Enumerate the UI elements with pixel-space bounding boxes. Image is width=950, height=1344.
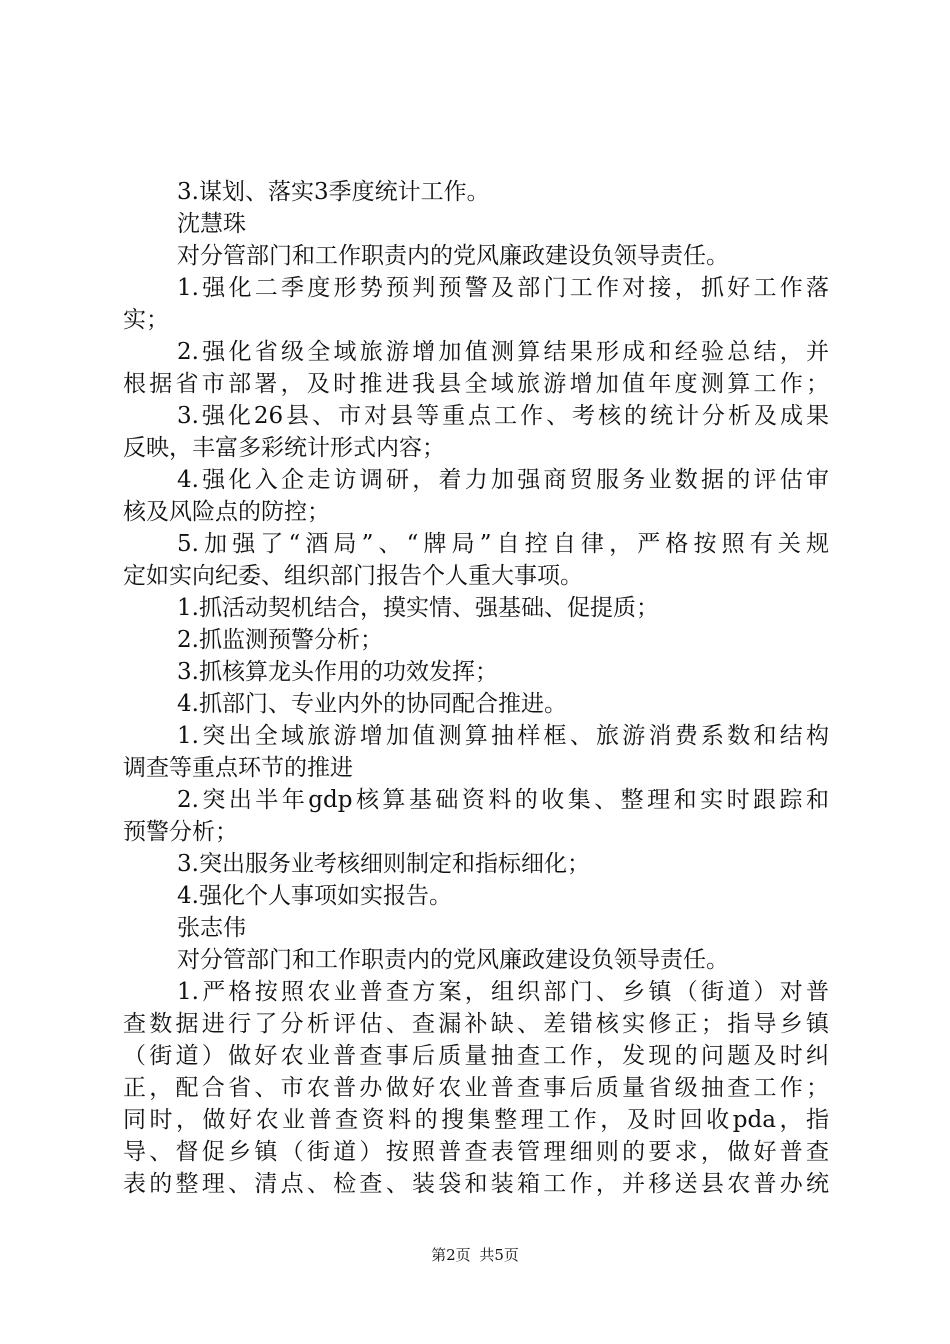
text-line: 表的整理、清点、检查、装袋和装箱工作，并移送县农普办统 bbox=[123, 1171, 829, 1197]
text-line: 定如实向纪委、组织部门报告个人重大事项。 bbox=[123, 563, 583, 589]
text-line: 2.抓监测预警分析； bbox=[177, 627, 383, 653]
text-line: 预警分析； bbox=[123, 819, 238, 845]
text-line: 沈慧珠 bbox=[177, 211, 246, 237]
text-line: 调查等重点环节的推进 bbox=[123, 755, 353, 781]
text-line: 2.突出半年gdp核算基础资料的收集、整理和实时跟踪和 bbox=[177, 787, 829, 813]
text-line: 正，配合省、市农普办做好农业普查事后质量省级抽查工作； bbox=[123, 1075, 829, 1101]
text-line: 张志伟 bbox=[177, 915, 246, 941]
text-line: 反映，丰富多彩统计形式内容； bbox=[123, 435, 445, 461]
text-line: 2.强化省级全域旅游增加值测算结果形成和经验总结，并 bbox=[177, 339, 829, 365]
page-footer bbox=[0, 1244, 950, 1265]
text-line: 3.突出服务业考核细则制定和指标细化； bbox=[177, 851, 590, 877]
text-line: 同时，做好农业普查资料的搜集整理工作，及时回收pda，指 bbox=[123, 1107, 829, 1133]
page-number: 第2页 bbox=[431, 1246, 471, 1264]
text-line: 根据省市部署，及时推进我县全域旅游增加值年度测算工作； bbox=[123, 371, 829, 397]
text-line: 对分管部门和工作职责内的党风廉政建设负领导责任。 bbox=[177, 243, 729, 269]
text-line: 查数据进行了分析评估、查漏补缺、差错核实修正；指导乡镇 bbox=[123, 1011, 829, 1037]
text-line: 1.突出全域旅游增加值测算抽样框、旅游消费系数和结构 bbox=[177, 723, 829, 749]
page-total: 共5页 bbox=[479, 1246, 519, 1264]
text-line: 对分管部门和工作职责内的党风廉政建设负领导责任。 bbox=[177, 947, 729, 973]
text-line: 4.强化个人事项如实报告。 bbox=[177, 883, 452, 909]
text-line: 1.强化二季度形势预判预警及部门工作对接，抓好工作落 bbox=[177, 275, 829, 301]
text-line: 5.加强了“酒局”、“牌局”自控自律，严格按照有关规 bbox=[177, 531, 829, 557]
text-line: 核及风险点的防控； bbox=[123, 499, 330, 525]
text-line: 1.抓活动契机结合，摸实情、强基础、促提质； bbox=[177, 595, 659, 621]
text-line: 4.强化入企走访调研，着力加强商贸服务业数据的评估审 bbox=[177, 467, 829, 493]
text-line: 1.严格按照农业普查方案，组织部门、乡镇（街道）对普 bbox=[177, 979, 829, 1005]
text-line: （街道）做好农业普查事后质量抽查工作，发现的问题及时纠 bbox=[123, 1043, 829, 1069]
text-line: 实； bbox=[123, 307, 169, 333]
text-line: 3.强化26县、市对县等重点工作、考核的统计分析及成果 bbox=[177, 403, 829, 429]
text-line: 4.抓部门、专业内外的协同配合推进。 bbox=[177, 691, 567, 717]
text-line: 导、督促乡镇（街道）按照普查表管理细则的要求，做好普查 bbox=[123, 1139, 829, 1165]
text-line: 3.抓核算龙头作用的功效发挥； bbox=[177, 659, 498, 685]
text-line: 3.谋划、落实3季度统计工作。 bbox=[177, 179, 490, 205]
